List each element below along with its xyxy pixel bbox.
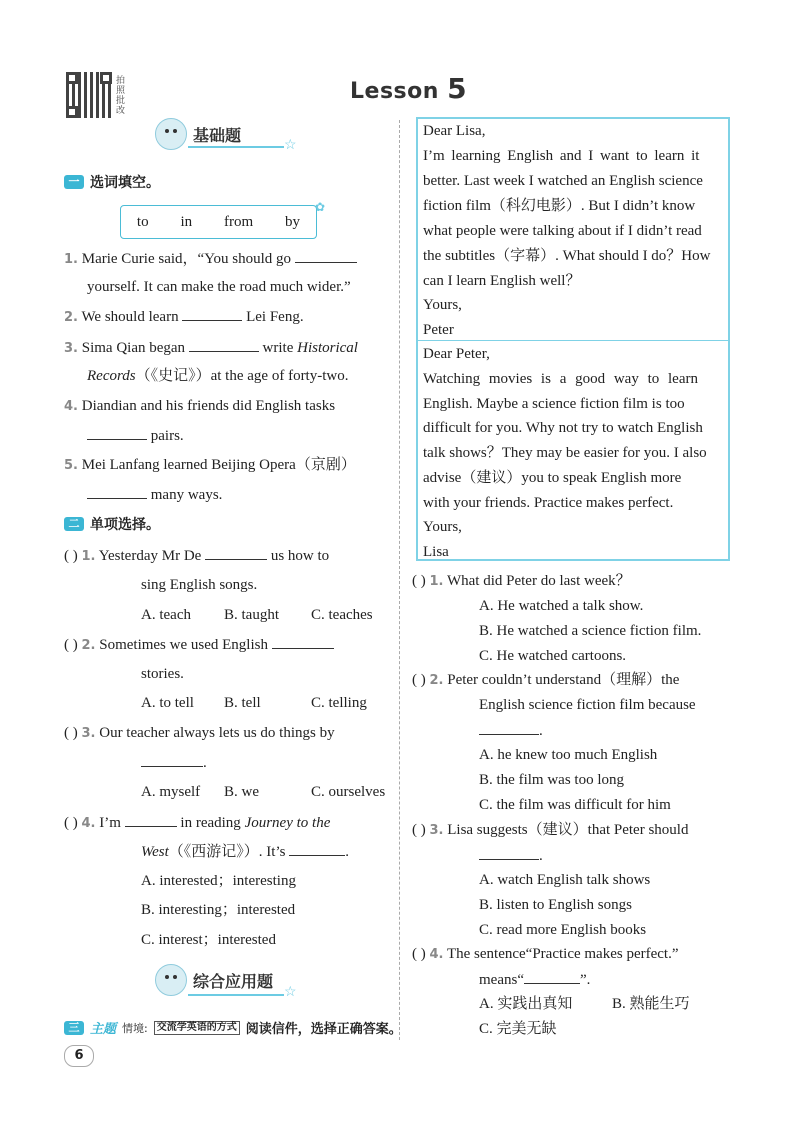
- mc-question-1-cont: sing English songs.: [141, 577, 258, 593]
- star-icon: ☆: [284, 985, 297, 1000]
- option-c[interactable]: C. the film was difficult for him: [479, 797, 671, 813]
- page-title: [350, 72, 467, 105]
- banner-underline: [188, 146, 284, 148]
- letter-line: Lisa: [423, 544, 449, 560]
- reading-question-3-cont: [479, 845, 543, 866]
- answer-parenthesis[interactable]: ( ): [412, 672, 426, 688]
- answer-parenthesis[interactable]: ( ): [64, 637, 78, 653]
- page-number: 6: [64, 1045, 94, 1067]
- mc-question-2-cont: stories.: [141, 666, 184, 682]
- section-3-header: [64, 1018, 402, 1037]
- section-number-badge: 一: [64, 175, 84, 189]
- question-text: Marie Curie said，“You should go: [81, 251, 292, 267]
- question-text: （《西游记》）. It’s: [168, 844, 286, 860]
- qr-code-icon[interactable]: [66, 72, 112, 118]
- letter-line: advise（建议）you to speak English more: [423, 470, 682, 486]
- reading-question-1: [412, 571, 631, 592]
- section-2-title: 单项选择。: [90, 517, 160, 533]
- option-b[interactable]: B. listen to English songs: [479, 897, 632, 913]
- fill-question-1-cont: yourself. It can make the road much wider.”: [87, 279, 351, 295]
- word-bank-item: in: [180, 213, 193, 230]
- answer-blank[interactable]: [272, 634, 334, 649]
- option-c[interactable]: C. interest；interested: [141, 932, 276, 948]
- question-text: Lisa suggests（建议）that Peter should: [447, 822, 689, 838]
- qr-corner: [66, 72, 78, 84]
- word-bank-item: from: [223, 213, 254, 230]
- option-c[interactable]: C. He watched cartoons.: [479, 648, 627, 664]
- answer-parenthesis[interactable]: ( ): [412, 573, 426, 589]
- option-b[interactable]: B. He watched a science fiction film.: [479, 623, 702, 639]
- answer-blank[interactable]: [524, 969, 580, 984]
- question-text: Sometimes we used English: [99, 637, 268, 653]
- question-text: pairs.: [150, 428, 184, 444]
- qr-corner: [100, 72, 112, 84]
- letter-line: with your friends. Practice makes perfect.: [423, 495, 674, 511]
- lesson-number: 5: [447, 72, 468, 105]
- question-text: Diandian and his friends did English tasks: [81, 398, 336, 414]
- option-b[interactable]: B. 熟能生巧: [612, 996, 690, 1012]
- question-number: 3.: [64, 341, 78, 356]
- question-text: write: [262, 340, 294, 356]
- letter-line: I’m learning English and I want to learn it: [423, 148, 700, 164]
- option-a[interactable]: A. myself: [141, 784, 201, 800]
- banner-underline: [188, 994, 284, 996]
- question-text: Yesterday Mr De: [98, 548, 202, 564]
- question-text: Sima Qian began: [81, 340, 186, 356]
- question-text: .: [539, 723, 543, 739]
- question-number: 1.: [81, 549, 96, 564]
- question-text: in reading: [180, 815, 241, 831]
- answer-parenthesis[interactable]: ( ): [64, 815, 78, 831]
- lesson-word: Lesson: [350, 79, 439, 104]
- option-a[interactable]: A. he knew too much English: [479, 747, 658, 763]
- reading-question-2: [412, 670, 679, 691]
- context-box: 交流学英语的方式: [154, 1021, 240, 1035]
- question-text: ”.: [579, 972, 591, 988]
- option-a[interactable]: A. 实践出真知: [479, 996, 573, 1012]
- letter-line: can I learn English well？: [423, 273, 581, 289]
- question-text: many ways.: [150, 487, 223, 503]
- question-number: 4.: [81, 816, 96, 831]
- word-bank-item: to: [136, 213, 149, 230]
- question-number: 3.: [429, 823, 444, 838]
- question-text: The sentence“Practice makes perfect.”: [446, 946, 679, 962]
- section-3-title: 阅读信件，选择正确答案。: [245, 1022, 402, 1037]
- letter-line: talk shows？They may be easier for you. I also: [423, 445, 707, 461]
- section-1-title: 选词填空。: [90, 175, 160, 191]
- letter-line: Peter: [423, 322, 454, 338]
- question-number: 2.: [81, 638, 96, 653]
- applied-banner-title: 综合应用题: [193, 971, 274, 991]
- option-b[interactable]: B. interesting；interested: [141, 902, 296, 918]
- reading-question-4-cont: [479, 969, 590, 990]
- mc-question-4-cont: [141, 841, 349, 862]
- question-text: Peter couldn’t understand（理解）the: [447, 672, 680, 688]
- question-number: 1.: [64, 252, 78, 267]
- question-text: means“: [479, 972, 524, 988]
- question-text: Lei Feng.: [246, 309, 304, 325]
- option-a[interactable]: A. He watched a talk show.: [479, 598, 644, 614]
- fill-question-3: [64, 337, 358, 359]
- question-text: .: [345, 844, 349, 860]
- book-title: Records: [87, 368, 136, 384]
- option-c[interactable]: C. ourselves: [311, 784, 386, 800]
- question-number: 1.: [429, 574, 444, 589]
- letter-line: better. Last week I watched an English science: [423, 173, 703, 189]
- letter-line: Dear Lisa,: [423, 123, 486, 139]
- fill-question-3-cont: [87, 366, 348, 386]
- book-title: Historical: [297, 340, 358, 356]
- letter-line: Watching movies is a good way to learn: [423, 371, 698, 387]
- fill-question-5: [64, 455, 356, 476]
- book-title: Journey to the: [244, 815, 331, 831]
- basic-banner-title: 基础题: [193, 125, 242, 145]
- question-number: 5.: [64, 458, 78, 473]
- answer-parenthesis[interactable]: ( ): [64, 548, 78, 564]
- letter-line: what people were talking about if I didn’t read: [423, 223, 702, 239]
- option-a[interactable]: A. teach: [141, 607, 191, 623]
- question-text: We should learn: [81, 309, 179, 325]
- option-a[interactable]: A. watch English talk shows: [479, 872, 651, 888]
- star-icon: ☆: [284, 138, 297, 153]
- fill-question-4: [64, 396, 335, 417]
- option-c[interactable]: C. 完美无缺: [479, 1021, 557, 1037]
- fill-question-5-cont: [87, 484, 222, 505]
- letter-separator: [416, 340, 730, 341]
- theme-label: 主题: [90, 1022, 117, 1037]
- option-c[interactable]: C. read more English books: [479, 922, 647, 938]
- letter-line: difficult for you. Why not try to watch English: [423, 420, 703, 436]
- reading-question-2-cont: [479, 720, 543, 741]
- answer-blank[interactable]: [87, 484, 147, 499]
- question-number: 3.: [81, 726, 96, 741]
- question-text: us how to: [270, 548, 330, 564]
- question-text: （《史记》）at the age of forty-two.: [135, 368, 349, 384]
- answer-parenthesis[interactable]: ( ): [412, 822, 426, 838]
- option-a[interactable]: A. interested；interesting: [141, 873, 296, 889]
- fill-question-2: [64, 306, 304, 328]
- qr-corner: [66, 106, 78, 118]
- column-divider: [399, 120, 400, 1040]
- answer-blank[interactable]: [125, 812, 177, 827]
- option-a[interactable]: A. to tell: [141, 695, 194, 711]
- fill-question-4-cont: [87, 425, 184, 446]
- answer-blank[interactable]: [205, 545, 267, 560]
- section-number-badge: 二: [64, 517, 84, 531]
- option-b[interactable]: B. tell: [224, 695, 261, 711]
- mc-question-3: [64, 723, 335, 744]
- answer-blank[interactable]: [295, 248, 357, 263]
- answer-blank[interactable]: [479, 845, 539, 860]
- mc-question-1: [64, 545, 329, 567]
- answer-blank[interactable]: [189, 337, 259, 352]
- section-1-header: [64, 172, 160, 192]
- answer-blank[interactable]: [479, 720, 539, 735]
- answer-blank[interactable]: [141, 752, 203, 767]
- cherry-icon: ✿: [315, 200, 326, 214]
- answer-parenthesis[interactable]: ( ): [64, 725, 78, 741]
- letter-line: the subtitles（字幕）. What should I do？How: [423, 248, 711, 264]
- mascot-icon: [155, 118, 187, 150]
- option-b[interactable]: B. taught: [224, 607, 279, 623]
- mc-question-3-cont: [141, 752, 207, 773]
- mc-question-4: [64, 812, 330, 834]
- letter-line: Dear Peter,: [423, 346, 490, 362]
- option-b[interactable]: B. the film was too long: [479, 772, 624, 788]
- option-b[interactable]: B. we: [224, 784, 259, 800]
- question-text: .: [203, 755, 207, 771]
- reading-question-2-cont: English science fiction film because: [479, 697, 696, 713]
- question-number: 2.: [429, 673, 444, 688]
- answer-parenthesis[interactable]: ( ): [412, 946, 426, 962]
- question-text: I’m: [99, 815, 121, 831]
- letter-line: English. Maybe a science fiction film is too: [423, 396, 685, 412]
- answer-blank[interactable]: [182, 306, 242, 321]
- mascot-icon: [155, 964, 187, 996]
- question-number: 4.: [429, 947, 444, 962]
- answer-blank[interactable]: [289, 841, 345, 856]
- word-bank-item: by: [285, 213, 301, 230]
- question-text: .: [539, 848, 543, 864]
- context-label: 情境:: [122, 1021, 148, 1035]
- word-bank: [120, 205, 317, 239]
- option-c[interactable]: C. telling: [311, 695, 367, 711]
- letter-line: fiction film（科幻电影）. But I didn’t know: [423, 198, 696, 214]
- mc-question-2: [64, 634, 334, 656]
- reading-question-4: [412, 944, 679, 965]
- question-text: What did Peter do last week？: [446, 573, 631, 589]
- question-number: 4.: [64, 399, 78, 414]
- letter-line: Yours,: [423, 519, 462, 535]
- question-number: 2.: [64, 310, 78, 325]
- reading-question-3: [412, 820, 688, 841]
- applied-banner: [155, 964, 273, 996]
- question-text: Mei Lanfang learned Beijing Opera（京剧）: [81, 457, 356, 473]
- fill-question-1: [64, 248, 357, 270]
- section-2-header: [64, 514, 160, 534]
- question-text: Our teacher always lets us do things by: [99, 725, 335, 741]
- book-title: West: [141, 844, 169, 860]
- section-number-badge: 三: [64, 1021, 84, 1035]
- letter-line: Yours,: [423, 297, 462, 313]
- answer-blank[interactable]: [87, 425, 147, 440]
- qr-caption: 拍照批改: [116, 76, 126, 116]
- option-c[interactable]: C. teaches: [311, 607, 373, 623]
